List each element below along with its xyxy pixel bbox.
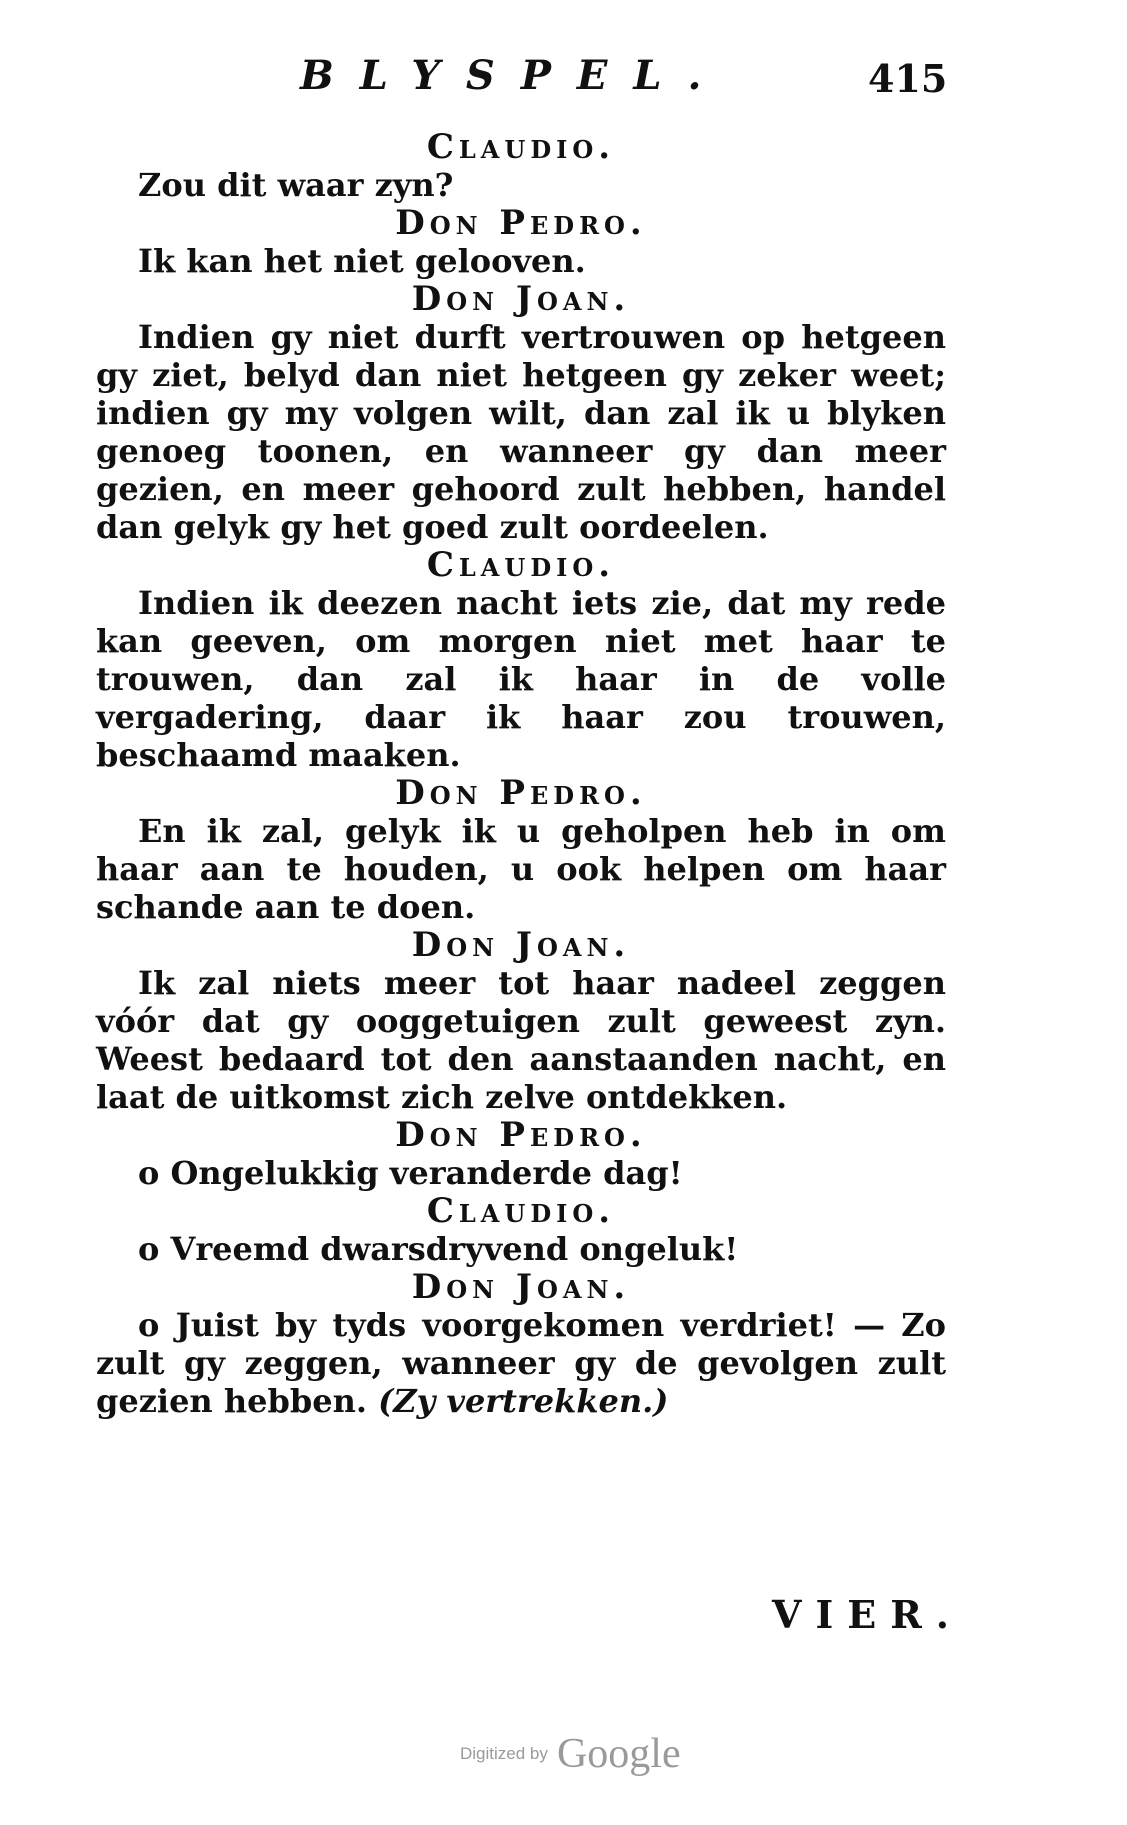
speech-text: o Juist by tyds voorgekomen verdriet! — Zo zult gy zeggen, wanneer gy de gevolgen zult gezien hebben.	[96, 1306, 946, 1420]
speech: Zou dit waar zyn?	[138, 166, 454, 204]
speech: En ik zal, gelyk ik u geholpen heb in om haar aan te houden, u ook helpen om haar schande aan te doen.	[96, 812, 946, 926]
speech: o Ongelukkig veranderde dag!	[138, 1154, 683, 1192]
catchword: VIER.	[772, 1592, 964, 1637]
speaker-name: Don Pedro.	[395, 203, 647, 243]
speech: Ik zal niets meer tot haar nadeel zeggen vóór dat gy ooggetuigen zult geweest zyn. Weest bedaard tot den aanstaanden nacht, en laat de uitkomst zich zelve ontdekken.	[96, 964, 946, 1116]
google-logo: Google	[556, 1731, 681, 1777]
speaker-name: Don Joan.	[411, 1267, 631, 1307]
speaker-name: Don Pedro.	[395, 773, 647, 813]
speaker-name: Claudio.	[426, 545, 616, 585]
page-number: 415	[868, 56, 948, 101]
running-title: BLYSPEL.	[300, 52, 728, 99]
stage-direction: (Zy vertrekken.)	[378, 1382, 669, 1420]
speech: Ik kan het niet gelooven.	[138, 242, 586, 280]
speech: Indien ik deezen nacht iets zie, dat my rede kan geeven, om morgen niet met haar te trouwen, dan zal ik haar in de volle vergadering, daar ik haar zou trouwen, beschaamd maaken.	[96, 584, 946, 774]
speaker-name: Don Joan.	[411, 279, 631, 319]
speaker-name: Don Pedro.	[395, 1115, 647, 1155]
speech: o Vreemd dwarsdryvend ongeluk!	[138, 1230, 739, 1268]
speech: Indien gy niet durft vertrouwen op hetgeen gy ziet, belyd dan niet hetgeen gy zeker weet; indien gy my volgen wilt, dan zal ik u blyken genoeg toonen, en wanneer gy dan meer gezien, en meer gehoord zult hebben, handel dan gelyk gy het goed zult oordeelen.	[96, 318, 946, 546]
speaker-name: Don Joan.	[411, 925, 631, 965]
speaker-name: Claudio.	[426, 127, 616, 167]
page-header	[0, 44, 1127, 114]
speaker-name: Claudio.	[426, 1191, 616, 1231]
play-text	[96, 128, 946, 1420]
digitized-by-text: Digitized by	[460, 1744, 548, 1763]
digitized-watermark	[460, 1730, 681, 1778]
speech	[96, 1306, 946, 1420]
